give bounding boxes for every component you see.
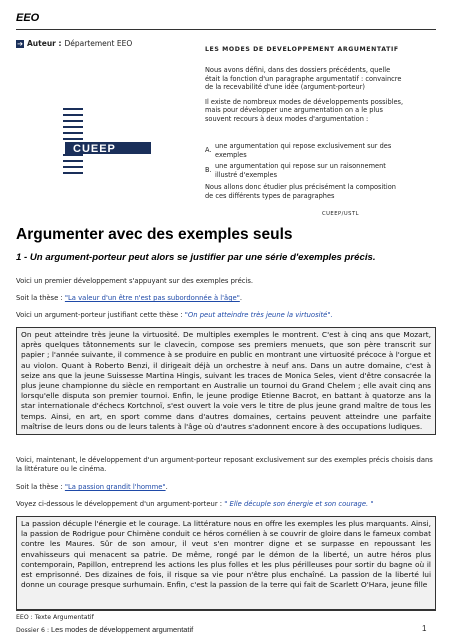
cueep-logo: [43, 100, 163, 182]
example-box-2: La passion décuple l'énergie et le courage. La littérature nous en offre les exemples les plus marquants. Ainsi, la passion de Rodrigue pour Chimène conduit ce héros cornélien à se couvrir de gloire dans le fameux combat contre les Maures. Sûr de son amour, il veut s'en montrer digne et se surpasse en repoussant les envahisseurs qui menacent sa patrie. De même, rongé par le démon de la liberté, un autre héros plus contemporain, Papillon, entreprend les actions les plus folles et les plus périlleuses pour sortir du bagne où il est emprisonné. Des dizaines de fois, il risque sa vie pour n'être plus enchaîné. La passion de la liberté lui donne un courage presque surhumain. Enfin, c'est la passion de la terre qui fait de Scarlett O'Hara, jeune fille: [16, 516, 436, 610]
sidebar-title: LES MODES DE DEVELOPPEMENT ARGUMENTATIF: [205, 46, 399, 53]
list-item: [205, 162, 405, 179]
footer-line-2: [16, 625, 193, 634]
thesis-line-2: [16, 483, 436, 492]
paragraph-second: Voici, maintenant, le développement d'un argument-porteur reposant exclusivement sur des exemples précis choisis dans la littérature ou le cinéma.: [16, 456, 433, 473]
list-item-key: B.: [205, 166, 212, 175]
list-item-text: une argumentation qui repose sur un raisonnement illustré d'exemples: [215, 162, 386, 179]
author-line: [16, 39, 132, 48]
sidebar-intro-1: Nous avons défini, dans des dossiers précédents, quelle était la fonction d'un paragraphe argumentatif : convaincre de la recevabilité d'une idée (argument-porteur): [205, 66, 402, 92]
list-item: [205, 142, 405, 159]
thesis-prefix: Soit la thèse :: [16, 483, 65, 491]
sidebar-intro-2: Il existe de nombreux modes de développements possibles, mais pour développer une argumentation on a le plus souvent recours à deux modes d'argumentation :: [205, 97, 404, 123]
argument-quote: "On peut atteindre très jeune la virtuosité".: [184, 311, 333, 319]
header-divider: [16, 29, 436, 30]
thesis-suffix: .: [165, 483, 168, 491]
sidebar-credit: CUEEP/USTL: [322, 211, 359, 217]
sidebar-outro: Nous allons donc étudier plus précisément la composition de ces différents types de paragraphes: [205, 183, 396, 200]
example-box-1: On peut atteindre très jeune la virtuosité. De multiples exemples le montrent. C'est à cinq ans que Mozart, après quelques tâtonnements sur le clavecin, compose ses premiers menuets, que son père transcrit sur papier ; l'année suivante, il commence à se produire en public en montrant une virtuosité précoce à l'orgue et au violon. Quant à Roberto Benzi, il dirigeait déjà un orchestre à neuf ans. Dans un autre domaine, c'est à seize ans que la jeune Suissesse Martina Hingis, suivant les traces de Monica Seles, vient d'être consacrée la plus jeune championne du siècle en remportant en Australie un tournoi du Grand Chelem ; elle avait cinq ans lorsqu'elle disputa son premier tournoi. Enfin, le jeune prodige Etienne Bacrot, en battant à quatorze ans la star internationale d'échecs Kortchnoï, s'est ouvert la voie vers le titre de plus jeune grand maître de tous les temps. Ainsi, en art, en sport comme dans d'autres domaines, certains peuvent atteindre une parfaite maîtrise de leurs dons ou de leurs talents à l'âge où d'autres s'adonnent encore à des occupations ludiques.: [16, 327, 436, 435]
author-value: Département EEO: [64, 39, 133, 48]
argument-line-2: [16, 500, 436, 509]
paragraph-intro: Voici un premier développement s'appuyant sur des exemples précis.: [16, 277, 254, 285]
arrow-icon: ➔: [17, 39, 23, 48]
header-label: EEO: [16, 12, 40, 24]
logo-text: CUEEP: [73, 143, 116, 155]
mode-list: [205, 142, 405, 182]
logo-stripes: [63, 108, 83, 174]
thesis-prefix: Soit la thèse :: [16, 294, 65, 302]
thesis-link[interactable]: "La valeur d'un être n'est pas subordonnée à l'âge": [64, 294, 240, 302]
sidebar-intro: [205, 66, 405, 130]
page-title: Argumenter avec des exemples seuls: [16, 226, 293, 243]
footer-divider: [16, 610, 436, 611]
author-prefix: Auteur :: [27, 39, 62, 48]
footer-line-1: EEO : Texte Argumentatif: [16, 614, 94, 621]
list-item-key: A.: [205, 146, 212, 154]
argument-line-1: [16, 311, 436, 320]
page-number: 1: [422, 624, 427, 633]
thesis-suffix: .: [239, 294, 242, 302]
thesis-link[interactable]: "La passion grandit l'homme": [64, 483, 166, 491]
argument-prefix: Voici un argument-porteur justifiant cette thèse :: [16, 311, 185, 319]
section-heading: 1 - Un argument-porteur peut alors se justifier par une série d'exemples précis.: [16, 252, 376, 263]
thesis-line-1: [16, 294, 436, 303]
list-item-text: une argumentation qui repose exclusivement sur des exemples: [215, 142, 392, 159]
footer-title: Les modes de développement argumentatif: [51, 625, 194, 634]
argument-quote: " Elle décuple son énergie et son courage. ": [224, 500, 374, 508]
argument-prefix: Voyez ci-dessous le développement d'un argument-porteur :: [16, 500, 225, 508]
footer-dossier: Dossier 6 :: [16, 627, 51, 634]
